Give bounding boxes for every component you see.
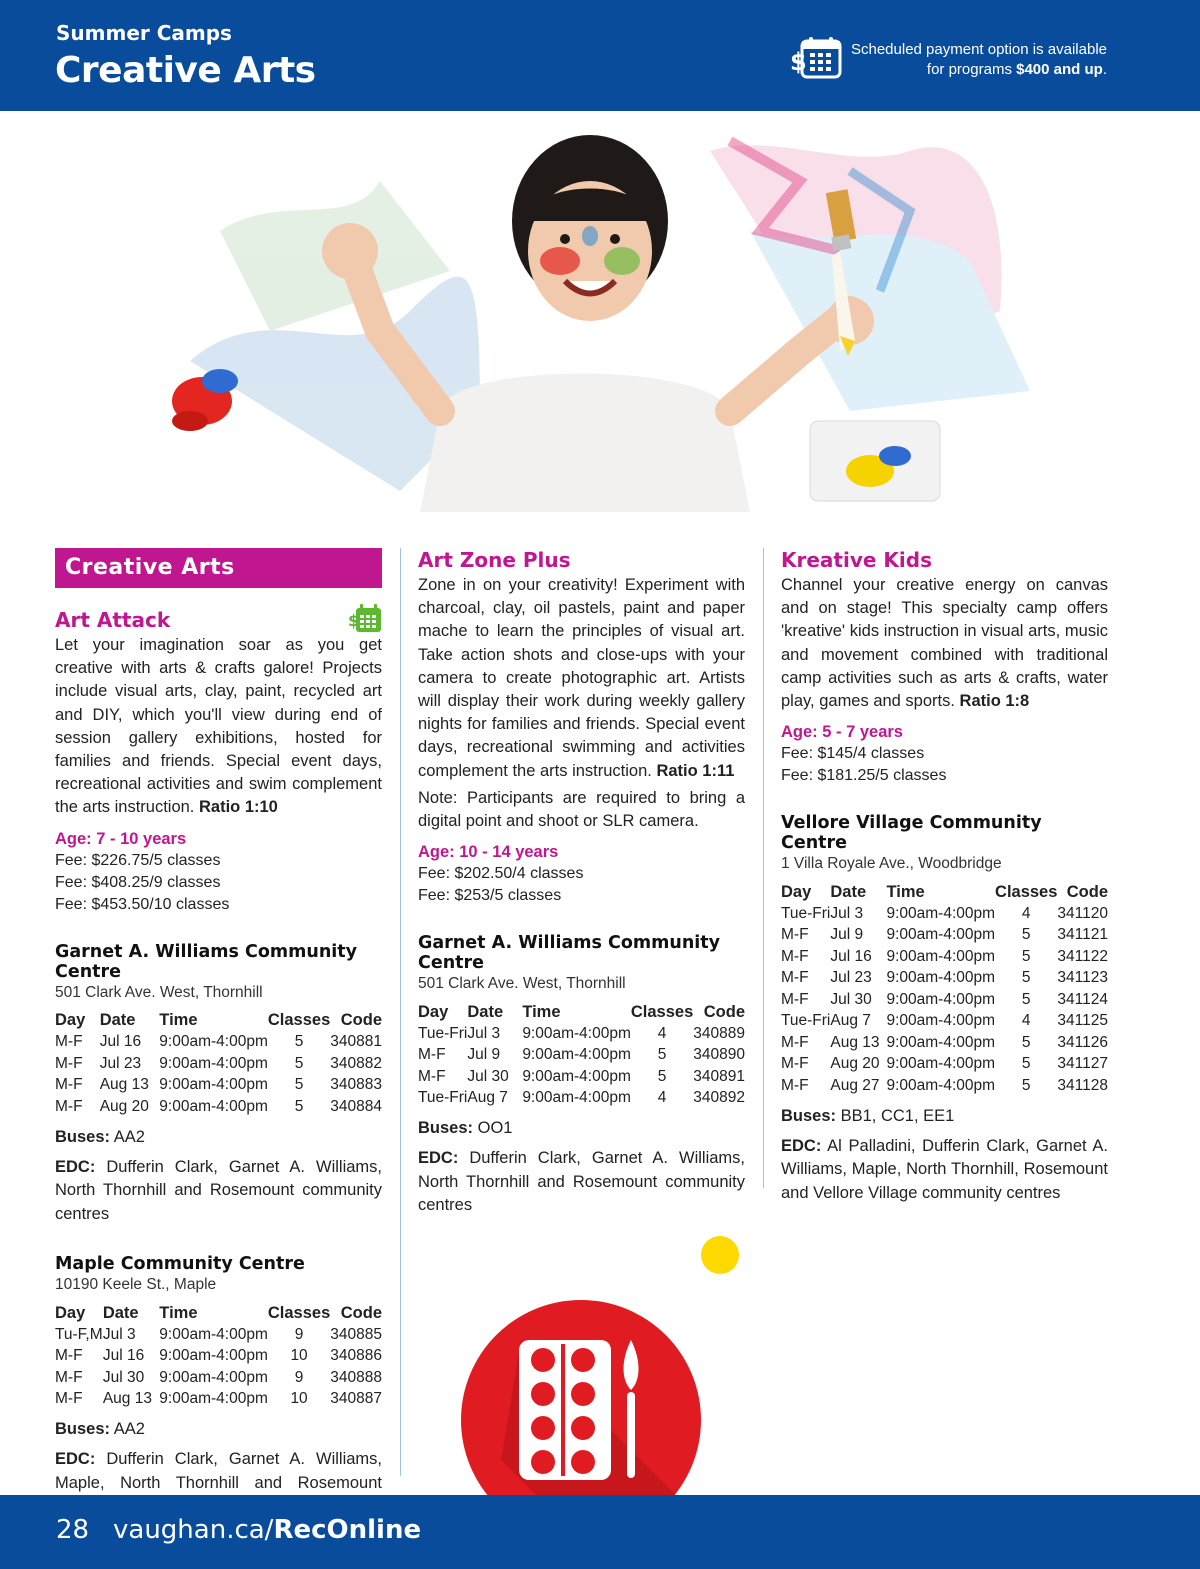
cell-classes: 5 — [1021, 1033, 1031, 1051]
cell-date: Jul 3 — [830, 904, 864, 922]
table-row — [55, 1075, 382, 1097]
header-time: Time — [159, 1303, 198, 1322]
cell-time: 9:00am-4:00pm — [886, 1055, 996, 1073]
edc-info: EDC: Al Palladini, Dufferin Clark, Garnet A. Williams, Maple, North Thornhill, Rosemount and Vellore Village community centres — [781, 1136, 1108, 1202]
program-title: Art Zone Plus — [418, 548, 571, 572]
location-address: 501 Clark Ave. West, Thornhill — [418, 975, 626, 993]
program-description: Zone in on your creativity! Experiment with charcoal, clay, oil pastels, paint and paper mache to learn the principles of visual art. Take action shots and close-ups with your camera to create photographic art. Artists will display their work during weekly gallery nights for families and friends. Special event days, recreational swimming and activities complement the arts instruction. Ratio 1:11 — [418, 576, 745, 780]
cell-classes: 5 — [294, 1097, 304, 1115]
cell-classes: 10 — [290, 1390, 308, 1408]
cell-date: Jul 16 — [99, 1033, 142, 1051]
cell-date: Aug 20 — [99, 1097, 149, 1115]
cell-day: M-F — [55, 1368, 83, 1386]
header-classes: Classes — [267, 1303, 331, 1322]
cell-day: M-F — [55, 1390, 83, 1408]
cell-classes: 9 — [294, 1325, 304, 1343]
fee-line: Fee: $145/4 classes — [781, 745, 925, 763]
cell-time: 9:00am-4:00pm — [159, 1076, 268, 1094]
table-row — [781, 903, 1108, 925]
header-date: Date — [99, 1011, 136, 1030]
page-number: 28 — [56, 1515, 90, 1545]
column-divider — [400, 548, 401, 1476]
location-address: 1 Villa Royale Ave., Woodbridge — [781, 855, 1002, 873]
program-description: Channel your creative energy on canvas and on stage! This specialty camp offers 'kreative' kids instruction in visual arts, music and movement combined with traditional camp activities such as arts & crafts, water play, games and sports. Ratio 1:8 — [781, 576, 1108, 711]
table-row — [55, 1096, 382, 1118]
table-row — [781, 925, 1108, 947]
cell-classes: 5 — [1021, 990, 1031, 1008]
cell-date: Aug 20 — [830, 1055, 880, 1073]
section-bar: Creative Arts — [55, 548, 382, 588]
cell-date: Jul 9 — [467, 1046, 501, 1064]
cell-classes: 4 — [657, 1024, 667, 1042]
cell-day: M-F — [418, 1067, 446, 1085]
age-range: Age: 10 - 14 years — [418, 843, 559, 862]
payment-note — [850, 40, 1107, 80]
table-row — [781, 1075, 1108, 1097]
svg-text:$: $ — [348, 611, 360, 630]
cell-code: 341126 — [1057, 1033, 1108, 1051]
table-header-row — [781, 881, 1108, 903]
cell-classes: 5 — [1021, 1055, 1031, 1073]
cell-code: 341127 — [1057, 1055, 1108, 1073]
cell-date: Aug 27 — [830, 1076, 880, 1094]
payment-note-line1: Scheduled payment option is available — [850, 41, 1107, 58]
cell-date: Jul 23 — [99, 1054, 142, 1072]
cell-time: 9:00am-4:00pm — [886, 969, 996, 987]
table-row — [418, 1066, 745, 1088]
cell-code: 341121 — [1057, 926, 1108, 944]
cell-classes: 5 — [294, 1033, 304, 1051]
page-title: Creative Arts — [55, 50, 316, 91]
table-row — [55, 1346, 382, 1368]
edc-info: EDC: Dufferin Clark, Garnet A. Williams, North Thornhill and Rosemount community centres — [418, 1149, 745, 1215]
cell-day: Tue-Fri — [781, 904, 831, 922]
yellow-dot — [701, 1236, 739, 1274]
cell-classes: 5 — [657, 1046, 667, 1064]
cell-code: 341122 — [1057, 947, 1108, 965]
program-title: Art Attack — [55, 608, 171, 632]
table-header-row — [55, 1302, 382, 1324]
cell-date: Aug 13 — [102, 1390, 152, 1408]
cell-code: 341123 — [1057, 969, 1108, 987]
page-header — [0, 0, 1200, 111]
header-time: Time — [522, 1002, 561, 1021]
table-row — [781, 968, 1108, 990]
cell-code: 340884 — [330, 1097, 382, 1115]
fee-line: Fee: $181.25/5 classes — [781, 767, 947, 785]
cell-code: 341125 — [1057, 1012, 1108, 1030]
cell-date: Aug 7 — [467, 1089, 508, 1107]
table-header-row — [55, 1010, 382, 1032]
schedule-table — [55, 1010, 382, 1118]
cell-date: Aug 7 — [830, 1012, 871, 1030]
cell-day: M-F — [781, 1076, 809, 1094]
cell-classes: 5 — [1021, 1076, 1031, 1094]
cell-time: 9:00am-4:00pm — [159, 1033, 268, 1051]
cell-day: M-F — [55, 1033, 83, 1051]
header-time: Time — [159, 1011, 198, 1030]
cell-date: Jul 30 — [467, 1067, 509, 1085]
fee-line: Fee: $202.50/4 classes — [418, 865, 584, 883]
cell-time: 9:00am-4:00pm — [886, 1076, 996, 1094]
fee-line: Fee: $453.50/10 classes — [55, 895, 230, 913]
cell-day: Tue-Fri — [418, 1089, 468, 1107]
table-header-row — [418, 1001, 745, 1023]
svg-text:$: $ — [790, 48, 807, 76]
cell-day: M-F — [781, 969, 809, 987]
header-date: Date — [467, 1002, 504, 1021]
footer-url[interactable]: vaughan.ca/RecOnline — [113, 1515, 422, 1545]
header-code: Code — [340, 1011, 382, 1030]
cell-classes: 5 — [657, 1067, 667, 1085]
payment-note-line2: for programs $400 and up. — [926, 61, 1107, 78]
cell-time: 9:00am-4:00pm — [522, 1089, 631, 1107]
cell-time: 9:00am-4:00pm — [159, 1347, 268, 1365]
cell-time: 9:00am-4:00pm — [159, 1390, 268, 1408]
page-footer — [0, 1495, 1200, 1569]
table-row — [781, 1032, 1108, 1054]
art-attack-header — [55, 608, 382, 632]
cell-date: Jul 30 — [102, 1368, 145, 1386]
dollar-calendar-icon — [790, 36, 842, 80]
cell-classes: 5 — [1021, 926, 1031, 944]
header-day: Day — [55, 1303, 86, 1322]
table-row — [781, 1011, 1108, 1033]
header-day: Day — [55, 1011, 86, 1030]
cell-date: Jul 16 — [102, 1347, 145, 1365]
column-kreative-kids — [781, 548, 1108, 1205]
cell-date: Jul 9 — [830, 926, 864, 944]
header-classes: Classes — [995, 882, 1058, 901]
table-row — [55, 1367, 382, 1389]
header-classes: Classes — [630, 1002, 694, 1021]
cell-day: M-F — [418, 1046, 446, 1064]
header-code: Code — [703, 1002, 745, 1021]
cell-time: 9:00am-4:00pm — [159, 1097, 268, 1115]
cell-classes: 10 — [290, 1347, 308, 1365]
cell-date: Jul 30 — [830, 990, 872, 1008]
cell-code: 341120 — [1057, 904, 1108, 922]
schedule-table — [418, 1001, 745, 1109]
cell-classes: 4 — [1021, 1012, 1031, 1030]
cell-time: 9:00am-4:00pm — [522, 1046, 631, 1064]
cell-code: 340890 — [693, 1046, 745, 1064]
cell-day: Tue-Fri — [781, 1012, 831, 1030]
cell-date: Jul 16 — [830, 947, 872, 965]
cell-code: 340892 — [693, 1089, 745, 1107]
cell-classes: 4 — [657, 1089, 667, 1107]
location-address: 10190 Keele St., Maple — [55, 1276, 217, 1294]
cell-day: M-F — [55, 1054, 83, 1072]
header-day: Day — [781, 882, 812, 901]
cell-time: 9:00am-4:00pm — [886, 904, 996, 922]
cell-code: 340886 — [330, 1347, 382, 1365]
cell-date: Aug 13 — [99, 1076, 149, 1094]
edc-info: EDC: Dufferin Clark, Garnet A. Williams, Maple, North Thornhill and Rosemount — [55, 1450, 382, 1492]
cell-day: M-F — [781, 1033, 809, 1051]
table-row — [781, 989, 1108, 1011]
cell-code: 340883 — [330, 1076, 382, 1094]
program-note: Note: Participants are required to bring a digital point and shoot or SLR camera. — [418, 788, 745, 831]
program-description: Let your imagination soar as you get creative with arts & crafts galore! Projects include visual arts, clay, paint, recycled art and DIY, which you'll view during end of session gallery exhibitions, hosted for families and friends. Special event days, recreational activities and swim complement the arts instruction. Ratio 1:10 — [55, 636, 382, 817]
cell-code: 340887 — [330, 1390, 382, 1408]
cell-date: Jul 23 — [830, 969, 872, 987]
cell-time: 9:00am-4:00pm — [886, 1033, 996, 1051]
schedule-table — [781, 881, 1108, 1097]
cell-code: 340885 — [330, 1325, 382, 1343]
header-day: Day — [418, 1002, 449, 1021]
column-divider — [763, 548, 764, 1188]
cell-time: 9:00am-4:00pm — [159, 1368, 268, 1386]
table-row — [418, 1023, 745, 1045]
buses-info: Buses: AA2 — [55, 1127, 145, 1146]
column-art-zone-plus — [418, 548, 745, 1218]
cell-classes: 5 — [294, 1054, 304, 1072]
header-classes: Classes — [267, 1011, 331, 1030]
cell-classes: 5 — [1021, 947, 1031, 965]
header-time: Time — [886, 882, 925, 901]
cell-code: 340882 — [330, 1054, 382, 1072]
cell-time: 9:00am-4:00pm — [522, 1067, 631, 1085]
cell-day: M-F — [781, 926, 809, 944]
cell-classes: 4 — [1021, 904, 1031, 922]
edc-info: EDC: Dufferin Clark, Garnet A. Williams, North Thornhill and Rosemount community centres — [55, 1157, 382, 1223]
age-range: Age: 5 - 7 years — [781, 723, 903, 742]
cell-day: M-F — [55, 1347, 83, 1365]
cell-day: M-F — [781, 1055, 809, 1073]
cell-time: 9:00am-4:00pm — [886, 1012, 996, 1030]
buses-info: Buses: AA2 — [55, 1420, 145, 1439]
cell-time: 9:00am-4:00pm — [886, 990, 996, 1008]
location-name: Garnet A. Williams Community Centre — [55, 941, 358, 982]
header-code: Code — [1066, 882, 1108, 901]
program-title: Kreative Kids — [781, 548, 932, 572]
table-row — [55, 1324, 382, 1346]
cell-day: M-F — [781, 947, 809, 965]
location-address: 501 Clark Ave. West, Thornhill — [55, 983, 263, 1001]
cell-date: Aug 13 — [830, 1033, 880, 1051]
cell-day: Tu-F,M — [55, 1325, 103, 1343]
cell-day: Tue-Fri — [418, 1024, 468, 1042]
fee-line: Fee: $226.75/5 classes — [55, 851, 221, 869]
header-date: Date — [102, 1303, 139, 1322]
location-name: Garnet A. Williams Community Centre — [418, 933, 721, 974]
dollar-calendar-icon — [348, 604, 382, 634]
cell-code: 341128 — [1057, 1076, 1108, 1094]
cell-date: Jul 3 — [467, 1024, 501, 1042]
cell-day: M-F — [55, 1097, 83, 1115]
age-range: Age: 7 - 10 years — [55, 829, 187, 848]
column-art-attack — [55, 548, 382, 1519]
header-code: Code — [340, 1303, 382, 1322]
cell-code: 340891 — [693, 1067, 745, 1085]
cell-time: 9:00am-4:00pm — [159, 1325, 268, 1343]
buses-info: Buses: OO1 — [418, 1119, 513, 1138]
location-name: Vellore Village Community Centre — [781, 813, 1042, 854]
cell-classes: 5 — [294, 1076, 304, 1094]
cell-time: 9:00am-4:00pm — [886, 947, 996, 965]
cell-code: 341124 — [1057, 990, 1108, 1008]
cell-time: 9:00am-4:00pm — [522, 1024, 631, 1042]
cell-day: M-F — [55, 1076, 83, 1094]
cell-time: 9:00am-4:00pm — [159, 1054, 268, 1072]
table-row — [55, 1053, 382, 1075]
header-date: Date — [830, 882, 867, 901]
cell-time: 9:00am-4:00pm — [886, 926, 996, 944]
table-row — [55, 1032, 382, 1054]
buses-info: Buses: BB1, CC1, EE1 — [781, 1106, 955, 1125]
header-kicker: Summer Camps — [56, 21, 232, 45]
table-row — [781, 946, 1108, 968]
schedule-table — [55, 1302, 382, 1410]
fee-line: Fee: $408.25/9 classes — [55, 873, 221, 891]
cell-code: 340888 — [330, 1368, 382, 1386]
fee-line: Fee: $253/5 classes — [418, 887, 562, 905]
table-row — [55, 1389, 382, 1411]
cell-date: Jul 3 — [102, 1325, 136, 1343]
cell-code: 340889 — [693, 1024, 745, 1042]
cell-day: M-F — [781, 990, 809, 1008]
table-row — [418, 1088, 745, 1110]
table-row — [781, 1054, 1108, 1076]
hero-image — [150, 111, 1050, 512]
cell-classes: 9 — [294, 1368, 304, 1386]
location-name: Maple Community Centre — [55, 1254, 305, 1275]
cell-code: 340881 — [330, 1033, 382, 1051]
table-row — [418, 1045, 745, 1067]
cell-classes: 5 — [1021, 969, 1031, 987]
